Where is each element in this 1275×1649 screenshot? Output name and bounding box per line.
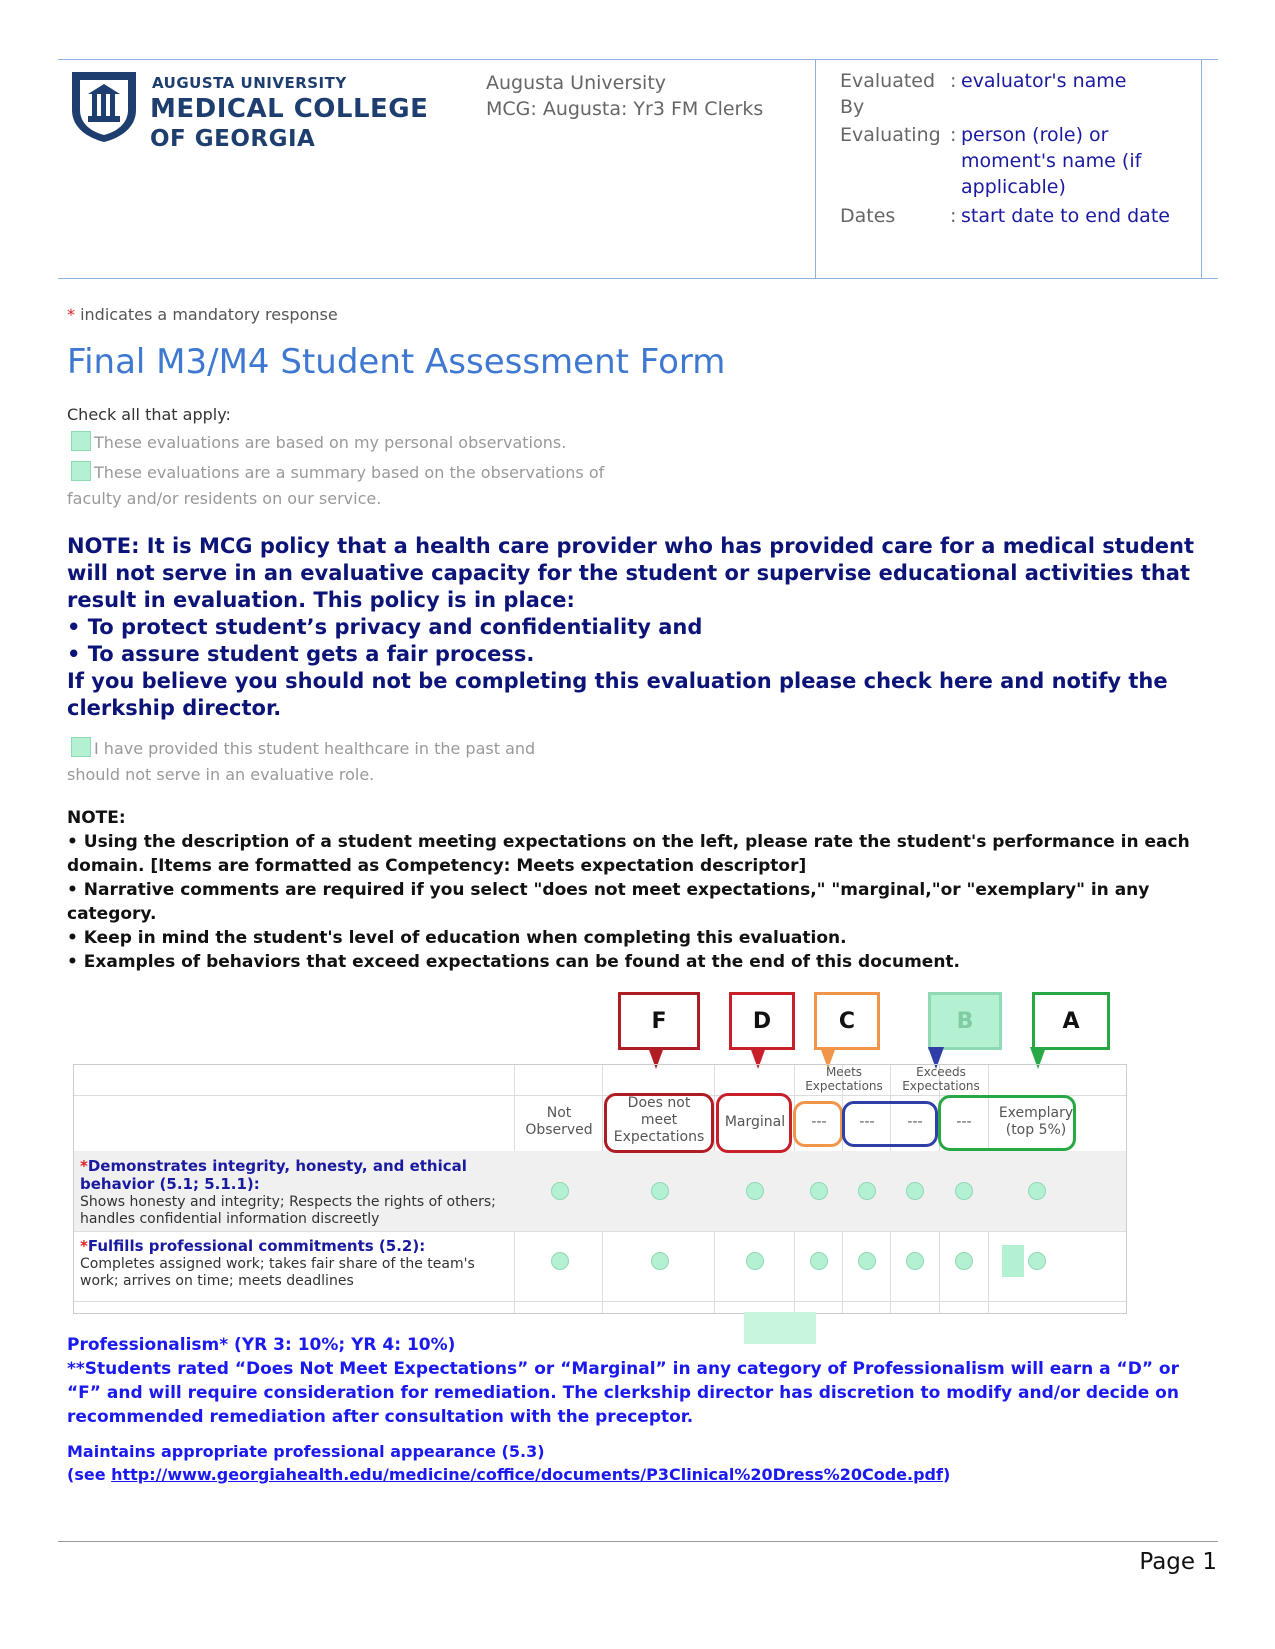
college-logo	[70, 70, 470, 150]
radio-commitments-c1[interactable]	[810, 1252, 828, 1270]
row-divider	[74, 1231, 1126, 1232]
row-divider	[74, 1301, 1126, 1302]
checkbox[interactable]	[71, 461, 91, 481]
item-integrity-title	[80, 1157, 500, 1193]
item-integrity-desc: Shows honesty and integrity; Respects the rights of others; handles confidential information discreetly	[80, 1194, 496, 1227]
appearance-item	[67, 1440, 1217, 1486]
see-suffix: )	[942, 1465, 951, 1484]
policy-line: If you believe you should not be completing this evaluation please check here and notify the clerkship director.	[67, 669, 1168, 720]
form-title: Final M3/M4 Student Assessment Form	[67, 342, 726, 382]
required-star: *	[80, 1157, 88, 1175]
radio-commitments-exemplary[interactable]	[1028, 1252, 1046, 1270]
org-name: Augusta University	[486, 72, 667, 94]
radio-commitments-b2[interactable]	[955, 1252, 973, 1270]
rating-scale-figure	[70, 992, 1130, 1312]
col-does-not-meet: Does not meet Expectations	[613, 1095, 705, 1145]
radio-commitments-b1[interactable]	[906, 1252, 924, 1270]
d-highlight	[716, 1093, 792, 1153]
evaluated-by-label: Evaluated By	[840, 70, 936, 118]
checkbox[interactable]	[71, 737, 91, 757]
footer-divider	[58, 1541, 1218, 1542]
evaluation-meta	[815, 60, 1202, 278]
col-b1: ---	[907, 1114, 923, 1130]
group-meets-label: Meets Expectations	[805, 1065, 883, 1093]
instruction-bullet: • Using the description of a student meeting expectations on the left, please rate the student's performance in each domain. [Items are formatted as Competency: Meets expectation descriptor]	[67, 832, 1190, 876]
checkbox[interactable]	[71, 431, 91, 451]
dress-code-link[interactable]: http://www.georgiahealth.edu/medicine/coffice/documents/P3Clinical%20Dress%20Code.pdf	[111, 1465, 943, 1484]
rating-instructions	[67, 806, 1207, 974]
b-highlight	[842, 1101, 938, 1147]
col-marginal: Marginal	[724, 1114, 786, 1130]
professionalism-heading: Professionalism* (YR 3: 10%; YR 4: 10%)	[67, 1335, 456, 1355]
grade-d-callout: D	[729, 992, 795, 1050]
instruction-bullet: • Narrative comments are required if you select "does not meet expectations," "marginal,"or "exemplary" in any category.	[67, 880, 1150, 924]
checkbox-provided-healthcare[interactable]	[67, 736, 587, 788]
logo-line-1: AUGUSTA UNIVERSITY	[152, 74, 347, 92]
col-exemplary: Exemplary (top 5%)	[998, 1105, 1074, 1138]
appearance-title: Maintains appropriate professional appearance (5.3)	[67, 1442, 545, 1461]
logo-line-3: OF GEORGIA	[150, 126, 316, 152]
required-star: *	[80, 1237, 88, 1255]
col-not-observed: Not Observed	[525, 1105, 593, 1138]
c-highlight	[793, 1101, 843, 1147]
grade-c-callout: C	[814, 992, 880, 1050]
appearance-reference	[67, 1463, 1217, 1486]
dates-label: Dates	[840, 205, 896, 227]
highlight-marker	[1002, 1245, 1024, 1277]
evaluating-label: Evaluating	[840, 124, 941, 146]
radio-integrity-not-observed[interactable]	[551, 1182, 569, 1200]
checkbox-label: These evaluations are a summary based on the observations of faculty and/or residents on our service.	[67, 463, 605, 508]
item-integrity-title-text: Demonstrates integrity, honesty, and ethical behavior (5.1; 5.1.1):	[80, 1157, 467, 1193]
radio-integrity-c2[interactable]	[858, 1182, 876, 1200]
professionalism-section	[67, 1333, 1217, 1429]
item-commitments-desc: Completes assigned work; takes fair share of the team's work; arrives on time; meets deadlines	[80, 1256, 475, 1289]
group-exceeds-label: Exceeds Expectations	[902, 1065, 980, 1093]
mandatory-note-text: indicates a mandatory response	[80, 305, 338, 324]
org-info	[486, 70, 763, 122]
policy-line: NOTE: It is MCG policy that a health care provider who has provided care for a medical student will not serve in an evaluative capacity for the student or supervise educational activities that result in evaluation. This policy is in place:	[67, 534, 1194, 612]
required-star: *	[67, 305, 75, 324]
colon: :	[950, 70, 957, 92]
radio-integrity-b2[interactable]	[955, 1182, 973, 1200]
evaluating-value: person (role) or moment's name (if applicable)	[961, 124, 1142, 198]
colon: :	[950, 205, 957, 227]
f-highlight	[604, 1093, 714, 1153]
checkbox-summary-observations[interactable]	[67, 460, 627, 512]
instruction-bullet: • Keep in mind the student's level of education when completing this evaluation.	[67, 928, 847, 948]
header	[58, 59, 1218, 279]
page-number: Page 1	[1139, 1549, 1217, 1575]
checkbox-personal-observations[interactable]	[67, 430, 667, 456]
colon: :	[950, 124, 957, 146]
radio-commitments-c2[interactable]	[858, 1252, 876, 1270]
item-commitments-title-text: Fulfills professional commitments (5.2):	[87, 1237, 426, 1255]
grade-a-callout: A	[1032, 992, 1110, 1050]
radio-commitments-does-not-meet[interactable]	[651, 1252, 669, 1270]
grade-b-callout: B	[928, 992, 1002, 1050]
radio-integrity-marginal[interactable]	[746, 1182, 764, 1200]
radio-commitments-not-observed[interactable]	[551, 1252, 569, 1270]
dates-value: start date to end date	[961, 205, 1170, 227]
col-b2: ---	[956, 1114, 972, 1130]
policy-line: • To protect student’s privacy and confidentiality and	[67, 615, 703, 639]
item-commitments-title	[80, 1237, 500, 1255]
logo-line-2: MEDICAL COLLEGE	[150, 94, 429, 124]
see-prefix: (see	[67, 1465, 112, 1484]
radio-integrity-b1[interactable]	[906, 1182, 924, 1200]
checkbox-label: These evaluations are based on my personal observations.	[94, 433, 567, 452]
radio-integrity-exemplary[interactable]	[1028, 1182, 1046, 1200]
radio-commitments-marginal[interactable]	[746, 1252, 764, 1270]
grade-f-callout: F	[618, 992, 700, 1050]
col-c2: ---	[859, 1114, 875, 1130]
mandatory-note	[67, 305, 338, 324]
instructions-heading: NOTE:	[67, 808, 126, 828]
a-highlight	[938, 1095, 1076, 1151]
shield-icon	[70, 70, 138, 144]
policy-note	[67, 533, 1207, 722]
col-c1: ---	[811, 1114, 827, 1130]
radio-integrity-c1[interactable]	[810, 1182, 828, 1200]
radio-integrity-does-not-meet[interactable]	[651, 1182, 669, 1200]
professionalism-text: **Students rated “Does Not Meet Expectations” or “Marginal” in any category of Professionalism will earn a “D” or “F” and will require consideration for remediation. The clerkship director has discretion to modify and/or decide on recommended remediation after consultation with the preceptor.	[67, 1359, 1179, 1427]
check-all-label: Check all that apply:	[67, 405, 231, 424]
evaluated-by-value: evaluator's name	[961, 70, 1127, 92]
rating-table	[73, 1064, 1127, 1314]
policy-line: • To assure student gets a fair process.	[67, 642, 535, 666]
org-program: MCG: Augusta: Yr3 FM Clerks	[486, 98, 764, 120]
instruction-bullet: • Examples of behaviors that exceed expectations can be found at the end of this document.	[67, 952, 961, 972]
checkbox-label: I have provided this student healthcare in the past and should not serve in an evaluative role.	[67, 739, 536, 784]
